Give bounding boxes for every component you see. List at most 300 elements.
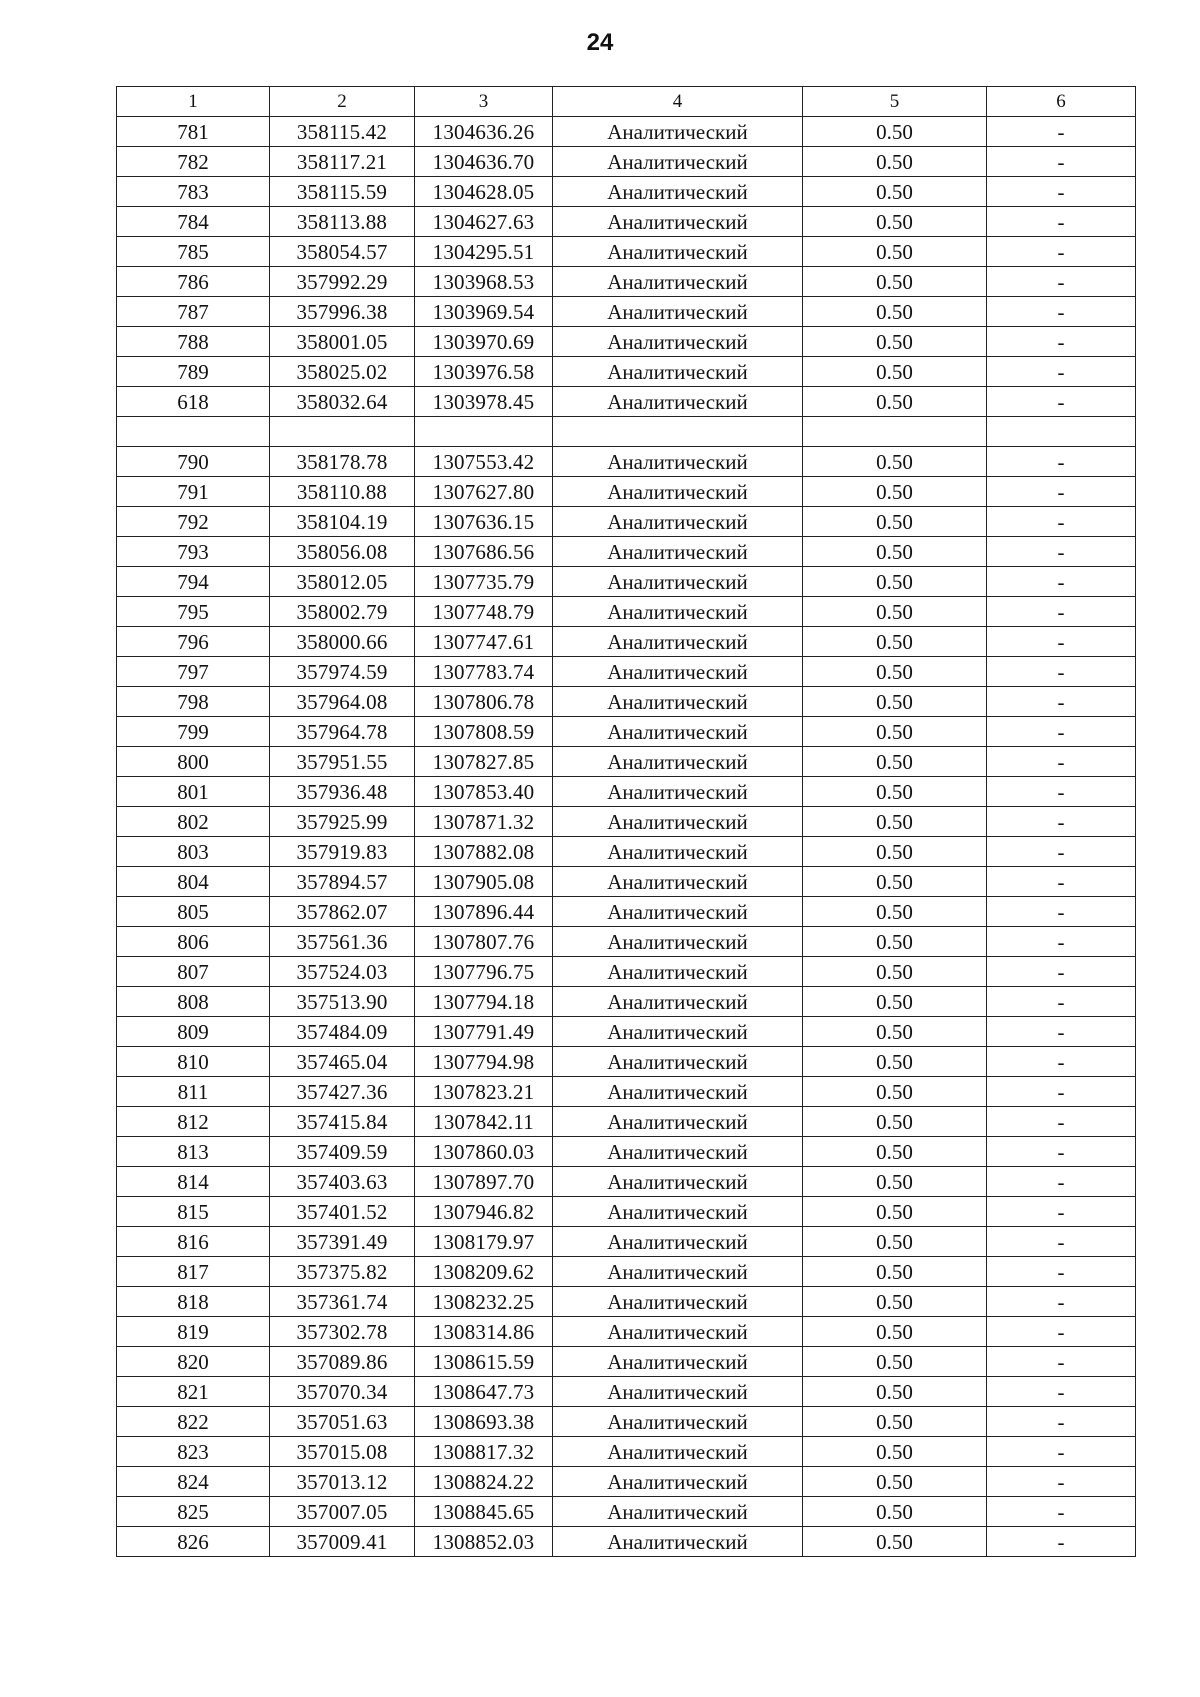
method-cell: Аналитический: [553, 1287, 803, 1317]
y-coordinate-cell: 1308852.03: [415, 1527, 553, 1557]
accuracy-cell: 0.50: [803, 1437, 987, 1467]
x-coordinate-cell: 358000.66: [270, 627, 415, 657]
method-cell: Аналитический: [553, 837, 803, 867]
point-number-cell: 785: [117, 237, 270, 267]
y-coordinate-cell: 1307627.80: [415, 477, 553, 507]
x-coordinate-cell: 357409.59: [270, 1137, 415, 1167]
method-cell: Аналитический: [553, 1257, 803, 1287]
note-cell: -: [987, 327, 1136, 357]
point-number-cell: 817: [117, 1257, 270, 1287]
accuracy-cell: 0.50: [803, 237, 987, 267]
method-cell: Аналитический: [553, 267, 803, 297]
y-coordinate-cell: 1307553.42: [415, 447, 553, 477]
method-cell: Аналитический: [553, 927, 803, 957]
point-number-cell: 805: [117, 897, 270, 927]
table-row: [117, 597, 1136, 627]
x-coordinate-cell: 357015.08: [270, 1437, 415, 1467]
point-number-cell: 797: [117, 657, 270, 687]
note-cell: -: [987, 387, 1136, 417]
point-number-cell: 790: [117, 447, 270, 477]
accuracy-cell: 0.50: [803, 1137, 987, 1167]
x-coordinate-cell: 357415.84: [270, 1107, 415, 1137]
accuracy-cell: 0.50: [803, 357, 987, 387]
table-row: [117, 627, 1136, 657]
point-number-cell: 804: [117, 867, 270, 897]
table-row: [117, 357, 1136, 387]
note-cell: -: [987, 807, 1136, 837]
note-cell: -: [987, 1347, 1136, 1377]
table-row: [117, 957, 1136, 987]
x-coordinate-cell: 358056.08: [270, 537, 415, 567]
table-row: [117, 1467, 1136, 1497]
note-cell: -: [987, 1257, 1136, 1287]
column-header: 4: [553, 87, 803, 117]
table-row: [117, 1167, 1136, 1197]
table-row: [117, 807, 1136, 837]
point-number-cell: 809: [117, 1017, 270, 1047]
table-row: [117, 387, 1136, 417]
point-number-cell: 810: [117, 1047, 270, 1077]
table-row: [117, 267, 1136, 297]
accuracy-cell: 0.50: [803, 1197, 987, 1227]
method-cell: Аналитический: [553, 1197, 803, 1227]
note-cell: -: [987, 1197, 1136, 1227]
note-cell: -: [987, 1047, 1136, 1077]
table-row: [117, 897, 1136, 927]
x-coordinate-cell: 358115.59: [270, 177, 415, 207]
method-cell: Аналитический: [553, 1467, 803, 1497]
point-number-cell: [117, 417, 270, 447]
table-row: [117, 1347, 1136, 1377]
y-coordinate-cell: 1308209.62: [415, 1257, 553, 1287]
table-row: [117, 747, 1136, 777]
x-coordinate-cell: 357401.52: [270, 1197, 415, 1227]
y-coordinate-cell: 1307853.40: [415, 777, 553, 807]
y-coordinate-cell: 1307871.32: [415, 807, 553, 837]
table-row: [117, 1377, 1136, 1407]
table-row: [117, 1437, 1136, 1467]
note-cell: -: [987, 1377, 1136, 1407]
x-coordinate-cell: 357302.78: [270, 1317, 415, 1347]
note-cell: -: [987, 297, 1136, 327]
x-coordinate-cell: 357070.34: [270, 1377, 415, 1407]
method-cell: Аналитический: [553, 567, 803, 597]
method-cell: Аналитический: [553, 597, 803, 627]
y-coordinate-cell: 1304628.05: [415, 177, 553, 207]
accuracy-cell: 0.50: [803, 267, 987, 297]
method-cell: Аналитический: [553, 897, 803, 927]
accuracy-cell: 0.50: [803, 567, 987, 597]
y-coordinate-cell: 1303968.53: [415, 267, 553, 297]
point-number-cell: 821: [117, 1377, 270, 1407]
note-cell: -: [987, 477, 1136, 507]
y-coordinate-cell: 1307823.21: [415, 1077, 553, 1107]
x-coordinate-cell: 357361.74: [270, 1287, 415, 1317]
accuracy-cell: 0.50: [803, 897, 987, 927]
note-cell: -: [987, 1017, 1136, 1047]
method-cell: Аналитический: [553, 147, 803, 177]
point-number-cell: 801: [117, 777, 270, 807]
y-coordinate-cell: 1308817.32: [415, 1437, 553, 1467]
x-coordinate-cell: 357427.36: [270, 1077, 415, 1107]
y-coordinate-cell: 1304627.63: [415, 207, 553, 237]
table-row: [117, 1227, 1136, 1257]
point-number-cell: 808: [117, 987, 270, 1017]
point-number-cell: 820: [117, 1347, 270, 1377]
table-row: [117, 1077, 1136, 1107]
point-number-cell: 618: [117, 387, 270, 417]
x-coordinate-cell: 358032.64: [270, 387, 415, 417]
y-coordinate-cell: 1308824.22: [415, 1467, 553, 1497]
y-coordinate-cell: 1304636.70: [415, 147, 553, 177]
x-coordinate-cell: 357925.99: [270, 807, 415, 837]
y-coordinate-cell: 1307827.85: [415, 747, 553, 777]
accuracy-cell: 0.50: [803, 1407, 987, 1437]
table-row: [117, 1287, 1136, 1317]
y-coordinate-cell: 1307794.98: [415, 1047, 553, 1077]
accuracy-cell: 0.50: [803, 1077, 987, 1107]
point-number-cell: 788: [117, 327, 270, 357]
point-number-cell: 812: [117, 1107, 270, 1137]
accuracy-cell: 0.50: [803, 147, 987, 177]
table-row: [117, 987, 1136, 1017]
method-cell: Аналитический: [553, 327, 803, 357]
x-coordinate-cell: 358110.88: [270, 477, 415, 507]
note-cell: -: [987, 447, 1136, 477]
note-cell: -: [987, 207, 1136, 237]
column-header: 5: [803, 87, 987, 117]
table-row: [117, 417, 1136, 447]
accuracy-cell: 0.50: [803, 1257, 987, 1287]
y-coordinate-cell: 1307896.44: [415, 897, 553, 927]
y-coordinate-cell: 1307882.08: [415, 837, 553, 867]
y-coordinate-cell: 1308314.86: [415, 1317, 553, 1347]
table-row: [117, 297, 1136, 327]
column-header: 2: [270, 87, 415, 117]
y-coordinate-cell: 1304636.26: [415, 117, 553, 147]
method-cell: Аналитический: [553, 357, 803, 387]
point-number-cell: 800: [117, 747, 270, 777]
x-coordinate-cell: 357009.41: [270, 1527, 415, 1557]
accuracy-cell: 0.50: [803, 1467, 987, 1497]
y-coordinate-cell: 1307807.76: [415, 927, 553, 957]
accuracy-cell: 0.50: [803, 1107, 987, 1137]
table-row: [117, 177, 1136, 207]
accuracy-cell: 0.50: [803, 717, 987, 747]
point-number-cell: 813: [117, 1137, 270, 1167]
method-cell: Аналитический: [553, 387, 803, 417]
y-coordinate-cell: 1307794.18: [415, 987, 553, 1017]
y-coordinate-cell: 1303978.45: [415, 387, 553, 417]
accuracy-cell: 0.50: [803, 687, 987, 717]
note-cell: -: [987, 357, 1136, 387]
x-coordinate-cell: 357919.83: [270, 837, 415, 867]
accuracy-cell: 0.50: [803, 927, 987, 957]
y-coordinate-cell: 1307946.82: [415, 1197, 553, 1227]
y-coordinate-cell: 1308693.38: [415, 1407, 553, 1437]
x-coordinate-cell: 357375.82: [270, 1257, 415, 1287]
method-cell: Аналитический: [553, 717, 803, 747]
x-coordinate-cell: 357465.04: [270, 1047, 415, 1077]
accuracy-cell: 0.50: [803, 177, 987, 207]
note-cell: -: [987, 507, 1136, 537]
x-coordinate-cell: 357561.36: [270, 927, 415, 957]
x-coordinate-cell: 357513.90: [270, 987, 415, 1017]
method-cell: Аналитический: [553, 1137, 803, 1167]
note-cell: -: [987, 1227, 1136, 1257]
column-header: 6: [987, 87, 1136, 117]
accuracy-cell: 0.50: [803, 987, 987, 1017]
note-cell: -: [987, 717, 1136, 747]
note-cell: -: [987, 777, 1136, 807]
point-number-cell: 819: [117, 1317, 270, 1347]
y-coordinate-cell: 1304295.51: [415, 237, 553, 267]
accuracy-cell: 0.50: [803, 1317, 987, 1347]
table-row: [117, 447, 1136, 477]
x-coordinate-cell: 358002.79: [270, 597, 415, 627]
note-cell: -: [987, 747, 1136, 777]
x-coordinate-cell: 357089.86: [270, 1347, 415, 1377]
y-coordinate-cell: [415, 417, 553, 447]
note-cell: -: [987, 897, 1136, 927]
method-cell: Аналитический: [553, 177, 803, 207]
accuracy-cell: 0.50: [803, 1227, 987, 1257]
method-cell: Аналитический: [553, 1437, 803, 1467]
x-coordinate-cell: 357403.63: [270, 1167, 415, 1197]
method-cell: Аналитический: [553, 687, 803, 717]
table-row: [117, 717, 1136, 747]
x-coordinate-cell: 357992.29: [270, 267, 415, 297]
method-cell: Аналитический: [553, 1527, 803, 1557]
accuracy-cell: 0.50: [803, 1287, 987, 1317]
x-coordinate-cell: 358115.42: [270, 117, 415, 147]
accuracy-cell: 0.50: [803, 207, 987, 237]
table-row: [117, 237, 1136, 267]
y-coordinate-cell: 1303976.58: [415, 357, 553, 387]
note-cell: -: [987, 987, 1136, 1017]
y-coordinate-cell: 1307791.49: [415, 1017, 553, 1047]
note-cell: -: [987, 117, 1136, 147]
accuracy-cell: 0.50: [803, 807, 987, 837]
method-cell: Аналитический: [553, 1347, 803, 1377]
y-coordinate-cell: 1307748.79: [415, 597, 553, 627]
point-number-cell: 787: [117, 297, 270, 327]
point-number-cell: 814: [117, 1167, 270, 1197]
y-coordinate-cell: 1308647.73: [415, 1377, 553, 1407]
point-number-cell: 807: [117, 957, 270, 987]
point-number-cell: 781: [117, 117, 270, 147]
point-number-cell: 811: [117, 1077, 270, 1107]
x-coordinate-cell: 358001.05: [270, 327, 415, 357]
table-row: [117, 507, 1136, 537]
y-coordinate-cell: 1307842.11: [415, 1107, 553, 1137]
table-row: [117, 927, 1136, 957]
accuracy-cell: 0.50: [803, 1047, 987, 1077]
accuracy-cell: 0.50: [803, 477, 987, 507]
method-cell: Аналитический: [553, 237, 803, 267]
note-cell: -: [987, 957, 1136, 987]
point-number-cell: 822: [117, 1407, 270, 1437]
note-cell: -: [987, 177, 1136, 207]
method-cell: Аналитический: [553, 117, 803, 147]
method-cell: Аналитический: [553, 537, 803, 567]
accuracy-cell: 0.50: [803, 387, 987, 417]
y-coordinate-cell: 1303970.69: [415, 327, 553, 357]
y-coordinate-cell: 1307747.61: [415, 627, 553, 657]
method-cell: Аналитический: [553, 777, 803, 807]
y-coordinate-cell: 1308845.65: [415, 1497, 553, 1527]
note-cell: -: [987, 837, 1136, 867]
y-coordinate-cell: 1303969.54: [415, 297, 553, 327]
table-row: [117, 1497, 1136, 1527]
accuracy-cell: 0.50: [803, 957, 987, 987]
method-cell: Аналитический: [553, 747, 803, 777]
table-row: [117, 207, 1136, 237]
method-cell: Аналитический: [553, 1407, 803, 1437]
point-number-cell: 825: [117, 1497, 270, 1527]
table-row: [117, 1317, 1136, 1347]
method-cell: Аналитический: [553, 1167, 803, 1197]
table-row: [117, 327, 1136, 357]
x-coordinate-cell: 358113.88: [270, 207, 415, 237]
point-number-cell: 823: [117, 1437, 270, 1467]
accuracy-cell: 0.50: [803, 1017, 987, 1047]
note-cell: -: [987, 1077, 1136, 1107]
point-number-cell: 818: [117, 1287, 270, 1317]
table-row: [117, 1527, 1136, 1557]
point-number-cell: 826: [117, 1527, 270, 1557]
accuracy-cell: 0.50: [803, 627, 987, 657]
accuracy-cell: 0.50: [803, 777, 987, 807]
method-cell: Аналитический: [553, 297, 803, 327]
y-coordinate-cell: 1307897.70: [415, 1167, 553, 1197]
x-coordinate-cell: 357391.49: [270, 1227, 415, 1257]
x-coordinate-cell: 358012.05: [270, 567, 415, 597]
note-cell: -: [987, 267, 1136, 297]
method-cell: Аналитический: [553, 507, 803, 537]
x-coordinate-cell: 357862.07: [270, 897, 415, 927]
point-number-cell: 799: [117, 717, 270, 747]
point-number-cell: 815: [117, 1197, 270, 1227]
table-row: [117, 657, 1136, 687]
table-header-row: [117, 87, 1136, 117]
method-cell: Аналитический: [553, 957, 803, 987]
note-cell: -: [987, 1167, 1136, 1197]
x-coordinate-cell: 357484.09: [270, 1017, 415, 1047]
x-coordinate-cell: 358104.19: [270, 507, 415, 537]
point-number-cell: 824: [117, 1467, 270, 1497]
accuracy-cell: 0.50: [803, 1527, 987, 1557]
table-row: [117, 567, 1136, 597]
table-row: [117, 777, 1136, 807]
method-cell: Аналитический: [553, 1077, 803, 1107]
accuracy-cell: 0.50: [803, 597, 987, 627]
accuracy-cell: 0.50: [803, 507, 987, 537]
accuracy-cell: 0.50: [803, 867, 987, 897]
method-cell: Аналитический: [553, 1017, 803, 1047]
y-coordinate-cell: 1307905.08: [415, 867, 553, 897]
note-cell: -: [987, 237, 1136, 267]
x-coordinate-cell: 357974.59: [270, 657, 415, 687]
table-row: [117, 477, 1136, 507]
point-number-cell: 792: [117, 507, 270, 537]
x-coordinate-cell: [270, 417, 415, 447]
note-cell: -: [987, 597, 1136, 627]
method-cell: Аналитический: [553, 447, 803, 477]
method-cell: Аналитический: [553, 1497, 803, 1527]
point-number-cell: 802: [117, 807, 270, 837]
table-row: [117, 537, 1136, 567]
x-coordinate-cell: 358054.57: [270, 237, 415, 267]
y-coordinate-cell: 1307735.79: [415, 567, 553, 597]
accuracy-cell: 0.50: [803, 327, 987, 357]
accuracy-cell: 0.50: [803, 657, 987, 687]
y-coordinate-cell: 1307860.03: [415, 1137, 553, 1167]
accuracy-cell: 0.50: [803, 747, 987, 777]
point-number-cell: 786: [117, 267, 270, 297]
point-number-cell: 791: [117, 477, 270, 507]
x-coordinate-cell: 358025.02: [270, 357, 415, 387]
method-cell: Аналитический: [553, 627, 803, 657]
note-cell: -: [987, 537, 1136, 567]
table-row: [117, 837, 1136, 867]
accuracy-cell: 0.50: [803, 1167, 987, 1197]
note-cell: -: [987, 1317, 1136, 1347]
note-cell: -: [987, 1287, 1136, 1317]
accuracy-cell: 0.50: [803, 447, 987, 477]
x-coordinate-cell: 357007.05: [270, 1497, 415, 1527]
accuracy-cell: 0.50: [803, 1377, 987, 1407]
accuracy-cell: 0.50: [803, 537, 987, 567]
method-cell: Аналитический: [553, 1047, 803, 1077]
accuracy-cell: 0.50: [803, 1347, 987, 1377]
note-cell: -: [987, 867, 1136, 897]
method-cell: Аналитический: [553, 807, 803, 837]
column-header: 3: [415, 87, 553, 117]
accuracy-cell: 0.50: [803, 297, 987, 327]
note-cell: -: [987, 627, 1136, 657]
x-coordinate-cell: 358178.78: [270, 447, 415, 477]
note-cell: -: [987, 1497, 1136, 1527]
note-cell: -: [987, 1527, 1136, 1557]
x-coordinate-cell: 358117.21: [270, 147, 415, 177]
note-cell: -: [987, 1437, 1136, 1467]
note-cell: -: [987, 567, 1136, 597]
point-number-cell: 795: [117, 597, 270, 627]
column-header: 1: [117, 87, 270, 117]
table-body: [117, 87, 1136, 1557]
y-coordinate-cell: 1307806.78: [415, 687, 553, 717]
table-row: [117, 1197, 1136, 1227]
x-coordinate-cell: 357524.03: [270, 957, 415, 987]
y-coordinate-cell: 1308179.97: [415, 1227, 553, 1257]
point-number-cell: 816: [117, 1227, 270, 1257]
point-number-cell: 784: [117, 207, 270, 237]
y-coordinate-cell: 1307783.74: [415, 657, 553, 687]
table-row: [117, 1137, 1136, 1167]
note-cell: -: [987, 657, 1136, 687]
y-coordinate-cell: 1307796.75: [415, 957, 553, 987]
accuracy-cell: 0.50: [803, 117, 987, 147]
point-number-cell: 803: [117, 837, 270, 867]
x-coordinate-cell: 357964.78: [270, 717, 415, 747]
table-row: [117, 117, 1136, 147]
note-cell: -: [987, 927, 1136, 957]
y-coordinate-cell: 1307808.59: [415, 717, 553, 747]
point-number-cell: 806: [117, 927, 270, 957]
note-cell: -: [987, 147, 1136, 177]
table-row: [117, 687, 1136, 717]
